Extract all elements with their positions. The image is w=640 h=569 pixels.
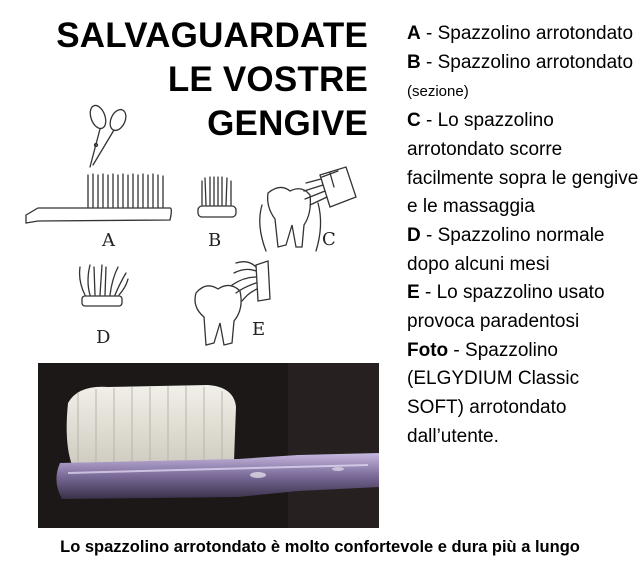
label-e: E	[252, 319, 266, 340]
legend-text-d: - Spazzolino normale dopo alcuni mesi	[407, 224, 605, 275]
caption: Lo spazzolino arrotondato è molto confortevole e dura più a lungo	[60, 538, 580, 556]
legend-item-foto	[407, 337, 639, 452]
scissors-icon	[87, 103, 129, 167]
legend-text-e: - Lo spazzolino usato provoca paradentosi	[407, 282, 605, 333]
legend-text-foto: - Spazzolino (ELGYDIUM Classic SOFT) arrotondato dall’utente.	[407, 339, 580, 447]
brush-a-drawing	[26, 174, 171, 223]
tooth-c-drawing	[260, 167, 356, 251]
legend-item-d	[407, 222, 639, 279]
legend-item-e	[407, 279, 639, 336]
legend-item-a	[407, 20, 639, 49]
label-a: A	[102, 230, 115, 251]
toothbrush-photo	[38, 363, 379, 528]
legend-key-d: D	[407, 224, 421, 246]
legend-text-b: - Spazzolino arrotondato	[420, 51, 634, 73]
legend-key-b: B	[407, 51, 421, 73]
legend-item-b	[407, 49, 639, 107]
brush-b-drawing	[198, 177, 236, 217]
title-line-1: SALVAGUARDATE	[56, 16, 368, 55]
legend-text-b-note: (sezione)	[407, 83, 469, 101]
title-line-2: LE VOSTRE	[167, 60, 368, 99]
legend	[407, 20, 639, 452]
legend-key-foto: Foto	[407, 339, 449, 361]
legend-text-a: - Spazzolino arrotondato	[420, 23, 634, 44]
legend-key-e: E	[407, 282, 420, 304]
legend-key-a: A	[407, 23, 421, 44]
legend-key-c: C	[407, 110, 421, 132]
label-d: D	[96, 327, 111, 348]
label-b: B	[208, 230, 222, 251]
toothbrush-illustrations	[20, 95, 372, 357]
label-c: C	[322, 229, 336, 250]
brush-d-drawing	[80, 265, 128, 306]
legend-text-c: - Lo spazzolino arrotondato scorre facilmente sopra le gengive e le massaggia	[407, 110, 639, 218]
legend-item-c	[407, 107, 639, 222]
title-line-3: GENGIVE	[207, 104, 368, 143]
